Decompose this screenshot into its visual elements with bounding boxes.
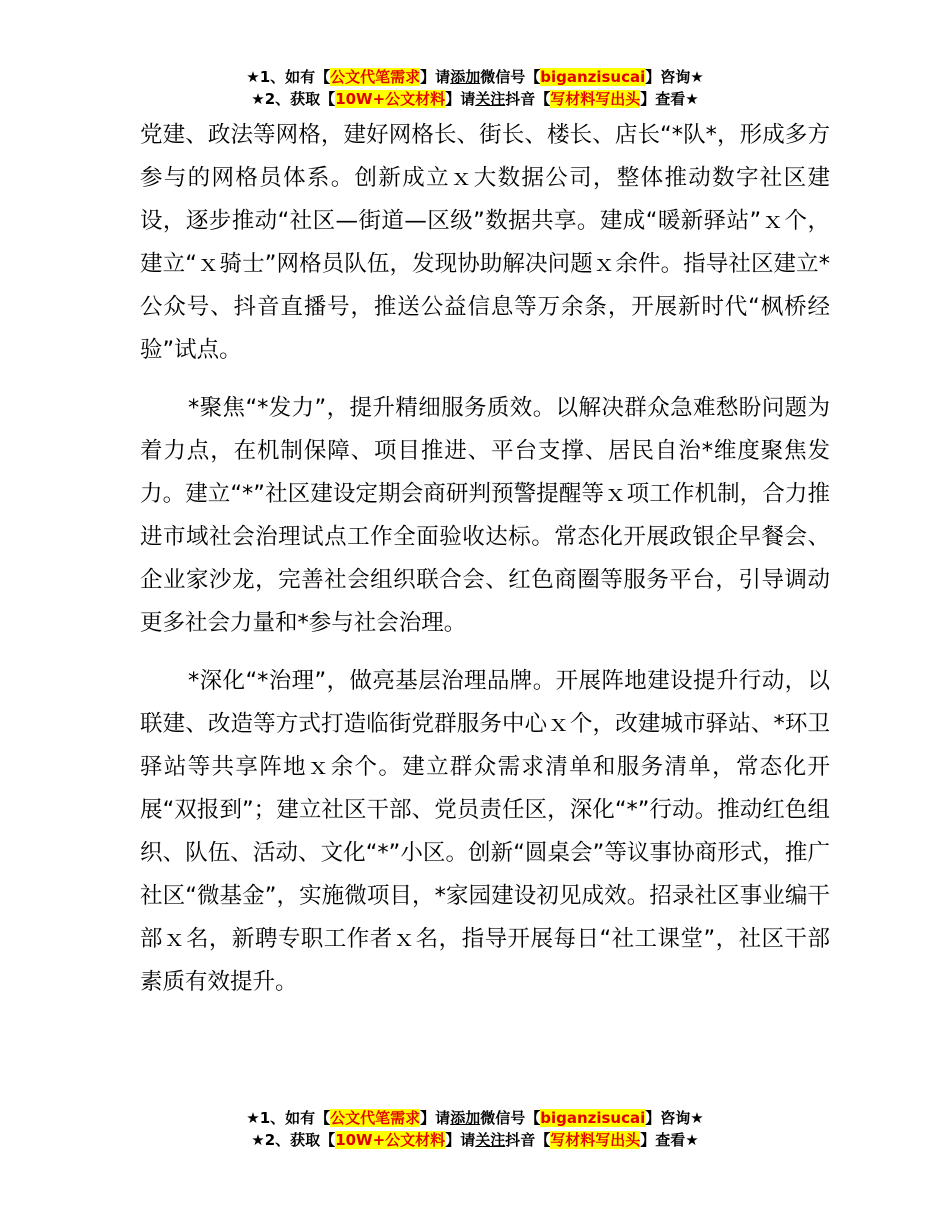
paragraph-gap: [140, 372, 830, 387]
paragraph-1: 党建、政法等网格，建好网格长、街长、楼长、店长“*队*，形成多方参与的网格员体系。创新成立ｘ大数据公司，整体推动数字社区建设，逐步推动“社区—街道—区级”数据共享。建成“暖新驿站”ｘ个，建立“ｘ骑士”网格员队伍，发现协助解决问题ｘ余件。指导社区建立*公众号、抖音直播号，推送公益信息等万余条，开展新时代“枫桥经验”试点。: [140, 122, 830, 363]
highlight-douyin: 写材料写出头: [550, 90, 641, 108]
document-body: [140, 114, 830, 1004]
highlight-materials: 10W+公文材料: [335, 1131, 446, 1149]
highlight-service: 公文代笔需求: [330, 1109, 421, 1127]
highlight-douyin: 写材料写出头: [550, 1131, 641, 1149]
header-line-1: ★1、如有【公文代笔需求】请添加微信号【biganzisucai】咨询★: [246, 68, 704, 86]
header-banner: [0, 66, 950, 110]
header-line-2: ★2、获取【10W+公文材料】请关注抖音【写材料写出头】查看★: [251, 90, 699, 108]
highlight-wechat-id: biganzisucai: [540, 68, 646, 86]
highlight-service: 公文代笔需求: [330, 68, 421, 86]
footer-banner: [0, 1107, 950, 1151]
footer-line-2: ★2、获取【10W+公文材料】请关注抖音【写材料写出头】查看★: [251, 1131, 699, 1149]
paragraph-gap: [140, 645, 830, 660]
highlight-materials: 10W+公文材料: [335, 90, 446, 108]
footer-line-1: ★1、如有【公文代笔需求】请添加微信号【biganzisucai】咨询★: [246, 1109, 704, 1127]
paragraph-2: *聚焦“*发力”，提升精细服务质效。以解决群众急难愁盼问题为着力点，在机制保障、项目推进、平台支撑、居民自治*维度聚焦发力。建立“*”社区建设定期会商研判预警提醒等ｘ项工作机制，合力推进市域社会治理试点工作全面验收达标。常态化开展政银企早餐会、企业家沙龙，完善社会组织联合会、红色商圈等服务平台，引导调动更多社会力量和*参与社会治理。: [140, 395, 830, 636]
highlight-wechat-id: biganzisucai: [540, 1109, 646, 1127]
paragraph-3: *深化“*治理”，做亮基层治理品牌。开展阵地建设提升行动，以联建、改造等方式打造临街党群服务中心ｘ个，改建城市驿站、*环卫驿站等共享阵地ｘ余个。建立群众需求清单和服务清单，常态化开展“双报到”；建立社区干部、党员责任区，深化“*”行动。推动红色组织、队伍、活动、文化“*”小区。创新“圆桌会”等议事协商形式，推广社区“微基金”，实施微项目，*家园建设初见成效。招录社区事业编干部ｘ名，新聘专职工作者ｘ名，指导开展每日“社工课堂”，社区干部素质有效提升。: [140, 668, 830, 995]
